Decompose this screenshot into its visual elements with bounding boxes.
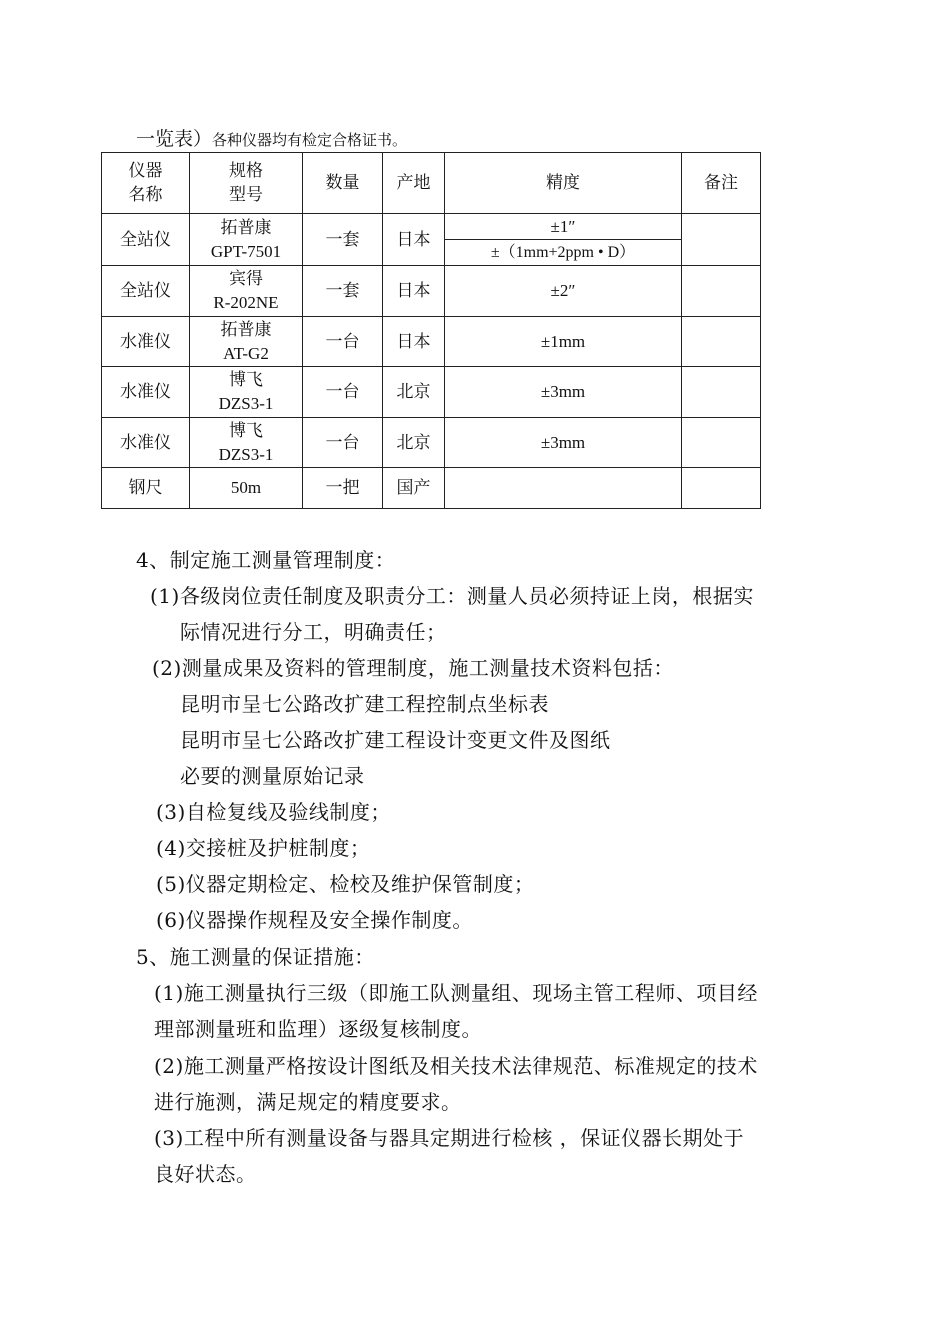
- cell-spec: 拓普康 AT-G2: [190, 317, 303, 367]
- caption-note: 各种仪器均有检定合格证书。: [212, 131, 408, 149]
- cell-origin: 国产: [383, 468, 445, 509]
- table-row: [102, 214, 761, 240]
- cell-name: 水准仪: [102, 367, 190, 418]
- paragraph-line: 必要的测量原始记录: [180, 764, 365, 788]
- table-row: [102, 468, 761, 509]
- cell-name: 全站仪: [102, 214, 190, 266]
- instrument-table: [101, 152, 761, 509]
- paragraph-line: (6)仪器操作规程及安全操作制度。: [156, 908, 473, 932]
- cell-qty: 一台: [303, 317, 383, 367]
- cell-remark: [682, 367, 761, 418]
- paragraph-line: 良好状态。: [154, 1162, 257, 1186]
- cell-qty: 一台: [303, 367, 383, 418]
- header-name: 仪器 名称: [102, 153, 190, 214]
- cell-qty: 一台: [303, 418, 383, 468]
- cell-remark: [682, 468, 761, 509]
- cell-origin: 日本: [383, 214, 445, 266]
- cell-spec: 50m: [190, 468, 303, 509]
- cell-precision: ±3mm: [445, 418, 682, 468]
- cell-precision: [445, 468, 682, 509]
- header-precision: 精度: [445, 153, 682, 214]
- cell-qty: 一套: [303, 214, 383, 266]
- paragraph-line: (4)交接桩及护桩制度；: [156, 836, 371, 860]
- cell-remark: [682, 418, 761, 468]
- cell-precision: ±1″: [445, 214, 682, 240]
- paragraph-line: (3)工程中所有测量设备与器具定期进行检核 ，保证仪器长期处于: [154, 1126, 745, 1150]
- section-heading-5: 5、施工测量的保证措施：: [136, 945, 375, 969]
- cell-name: 水准仪: [102, 317, 190, 367]
- cell-remark: [682, 317, 761, 367]
- paragraph-line: 昆明市呈七公路改扩建工程控制点坐标表: [180, 692, 549, 716]
- table-header-row: [102, 153, 761, 214]
- cell-spec: 博飞 DZS3-1: [190, 418, 303, 468]
- cell-precision: ±3mm: [445, 367, 682, 418]
- cell-remark: [682, 266, 761, 317]
- paragraph-line: (2)测量成果及资料的管理制度，施工测量技术资料包括：: [152, 656, 674, 680]
- paragraph-line: (1)各级岗位责任制度及职责分工：测量人员必须持证上岗，根据实: [150, 584, 754, 608]
- cell-spec: 拓普康 GPT-7501: [190, 214, 303, 266]
- section-heading-4: 4、制定施工测量管理制度：: [136, 548, 396, 572]
- cell-name: 钢尺: [102, 468, 190, 509]
- table-row: [102, 317, 761, 367]
- cell-origin: 北京: [383, 367, 445, 418]
- table-row: [102, 418, 761, 468]
- header-remark: 备注: [682, 153, 761, 214]
- cell-name: 全站仪: [102, 266, 190, 317]
- cell-qty: 一把: [303, 468, 383, 509]
- paragraph-line: (3)自检复线及验线制度；: [156, 800, 391, 824]
- cell-name: 水准仪: [102, 418, 190, 468]
- cell-qty: 一套: [303, 266, 383, 317]
- table-row: [102, 367, 761, 418]
- table-row: [102, 266, 761, 317]
- paragraph-line: 昆明市呈七公路改扩建工程设计变更文件及图纸: [180, 728, 611, 752]
- cell-spec: 博飞 DZS3-1: [190, 367, 303, 418]
- paragraph-line: 际情况进行分工，明确责任；: [180, 620, 447, 644]
- cell-origin: 日本: [383, 266, 445, 317]
- cell-origin: 日本: [383, 317, 445, 367]
- table-caption: [136, 124, 407, 151]
- paragraph-line: (2)施工测量严格按设计图纸及相关技术法律规范、标准规定的技术: [154, 1054, 758, 1078]
- cell-precision: ±1mm: [445, 317, 682, 367]
- paragraph-line: 进行施测，满足规定的精度要求。: [154, 1090, 462, 1114]
- header-qty: 数量: [303, 153, 383, 214]
- header-spec: 规格 型号: [190, 153, 303, 214]
- paragraph-line: 理部测量班和监理）逐级复核制度。: [154, 1017, 482, 1041]
- caption-lead: 一览表）: [136, 128, 213, 150]
- paragraph-line: (5)仪器定期检定、检校及维护保管制度；: [156, 872, 535, 896]
- cell-remark: [682, 214, 761, 266]
- cell-origin: 北京: [383, 418, 445, 468]
- paragraph-line: (1)施工测量执行三级（即施工队测量组、现场主管工程师、项目经: [154, 981, 758, 1005]
- header-origin: 产地: [383, 153, 445, 214]
- cell-precision: ±（1mm+2ppm • D）: [445, 240, 682, 266]
- cell-precision: ±2″: [445, 266, 682, 317]
- cell-spec: 宾得 R-202NE: [190, 266, 303, 317]
